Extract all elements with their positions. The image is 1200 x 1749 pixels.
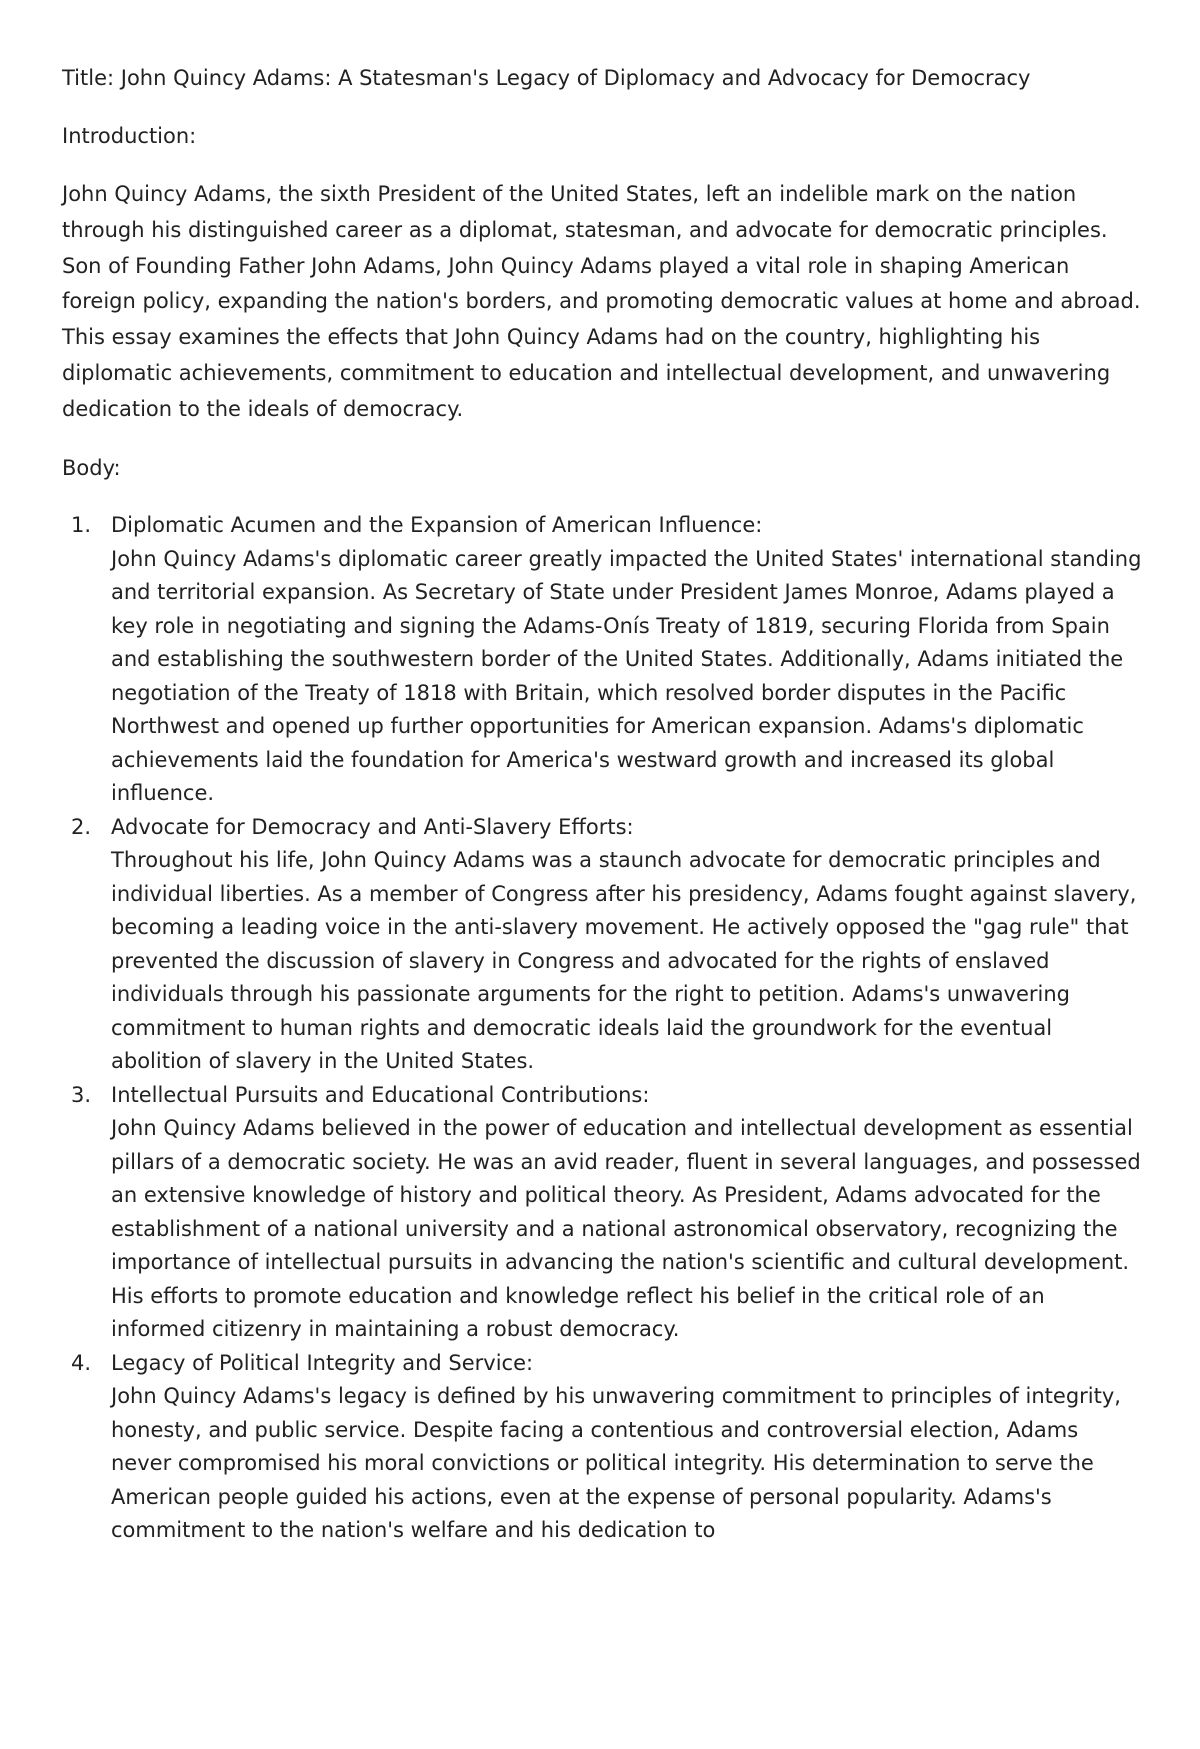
list-item-number: 2. <box>71 814 92 839</box>
list-item-title: Legacy of Political Integrity and Service: <box>111 1350 534 1375</box>
list-item-number: 3. <box>71 1082 92 1107</box>
list-item-text: John Quincy Adams's legacy is defined by his unwavering commitment to principles of integrity, honesty, and public service. Despite facing a contentious and controversial election, Adams never compromised his moral convictions or political integrity. His determination to serve the American people guided his actions, even at the expense of personal popularity. Adams's commitment to the nation's welfare and his dedication to <box>111 1384 1121 1543</box>
intro-heading: Introduction: <box>62 123 197 148</box>
list-item <box>62 1347 1142 1548</box>
document-page <box>62 62 1142 1548</box>
list-item <box>62 1079 1142 1347</box>
body-list <box>62 509 1142 1548</box>
document-title: Title: John Quincy Adams: A Statesman's Legacy of Diplomacy and Advocacy for Democracy <box>62 66 1031 90</box>
list-item-title: Intellectual Pursuits and Educational Contributions: <box>111 1082 650 1107</box>
list-item <box>62 509 1142 811</box>
intro-paragraph: John Quincy Adams, the sixth President of the United States, left an indelible mark on the nation through his distinguished career as a diplomat, statesman, and advocate for democratic principles. Son of Founding Father John Adams, John Quincy Adams played a vital role in shaping American foreign policy, expanding the nation's borders, and promoting democratic values at home and abroad. This essay examines the effects that John Quincy Adams had on the country, highlighting his diplomatic achievements, commitment to education and intellectual development, and unwavering dedication to the ideals of democracy. <box>62 182 1141 421</box>
body-heading: Body: <box>62 455 121 480</box>
list-item-title: Diplomatic Acumen and the Expansion of American Influence: <box>111 513 763 538</box>
list-item-number: 4. <box>71 1350 92 1375</box>
list-item <box>62 811 1142 1079</box>
list-item-text: John Quincy Adams believed in the power of education and intellectual development as essential pillars of a democratic society. He was an avid reader, fluent in several languages, and possessed an extensive knowledge of history and political theory. As President, Adams advocated for the establishment of a national university and a national astronomical observatory, recognizing the importance of intellectual pursuits in advancing the nation's scientific and cultural development. His efforts to promote education and knowledge reflect his belief in the critical role of an informed citizenry in maintaining a robust democracy. <box>111 1116 1141 1342</box>
list-item-text: Throughout his life, John Quincy Adams was a staunch advocate for democratic principles and individual liberties. As a member of Congress after his presidency, Adams fought against slavery, becoming a leading voice in the anti-slavery movement. He actively opposed the "gag rule" that prevented the discussion of slavery in Congress and advocated for the rights of enslaved individuals through his passionate arguments for the right to petition. Adams's unwavering commitment to human rights and democratic ideals laid the groundwork for the eventual abolition of slavery in the United States. <box>111 848 1137 1074</box>
list-item-title: Advocate for Democracy and Anti-Slavery Efforts: <box>111 814 634 839</box>
list-item-number: 1. <box>71 513 92 538</box>
list-item-text: John Quincy Adams's diplomatic career greatly impacted the United States' international standing and territorial expansion. As Secretary of State under President James Monroe, Adams played a key role in negotiating and signing the Adams-Onís Treaty of 1819, securing Florida from Spain and establishing the southwestern border of the United States. Additionally, Adams initiated the negotiation of the Treaty of 1818 with Britain, which resolved border disputes in the Pacific Northwest and opened up further opportunities for American expansion. Adams's diplomatic achievements laid the foundation for America's westward growth and increased its global influence. <box>111 546 1142 806</box>
